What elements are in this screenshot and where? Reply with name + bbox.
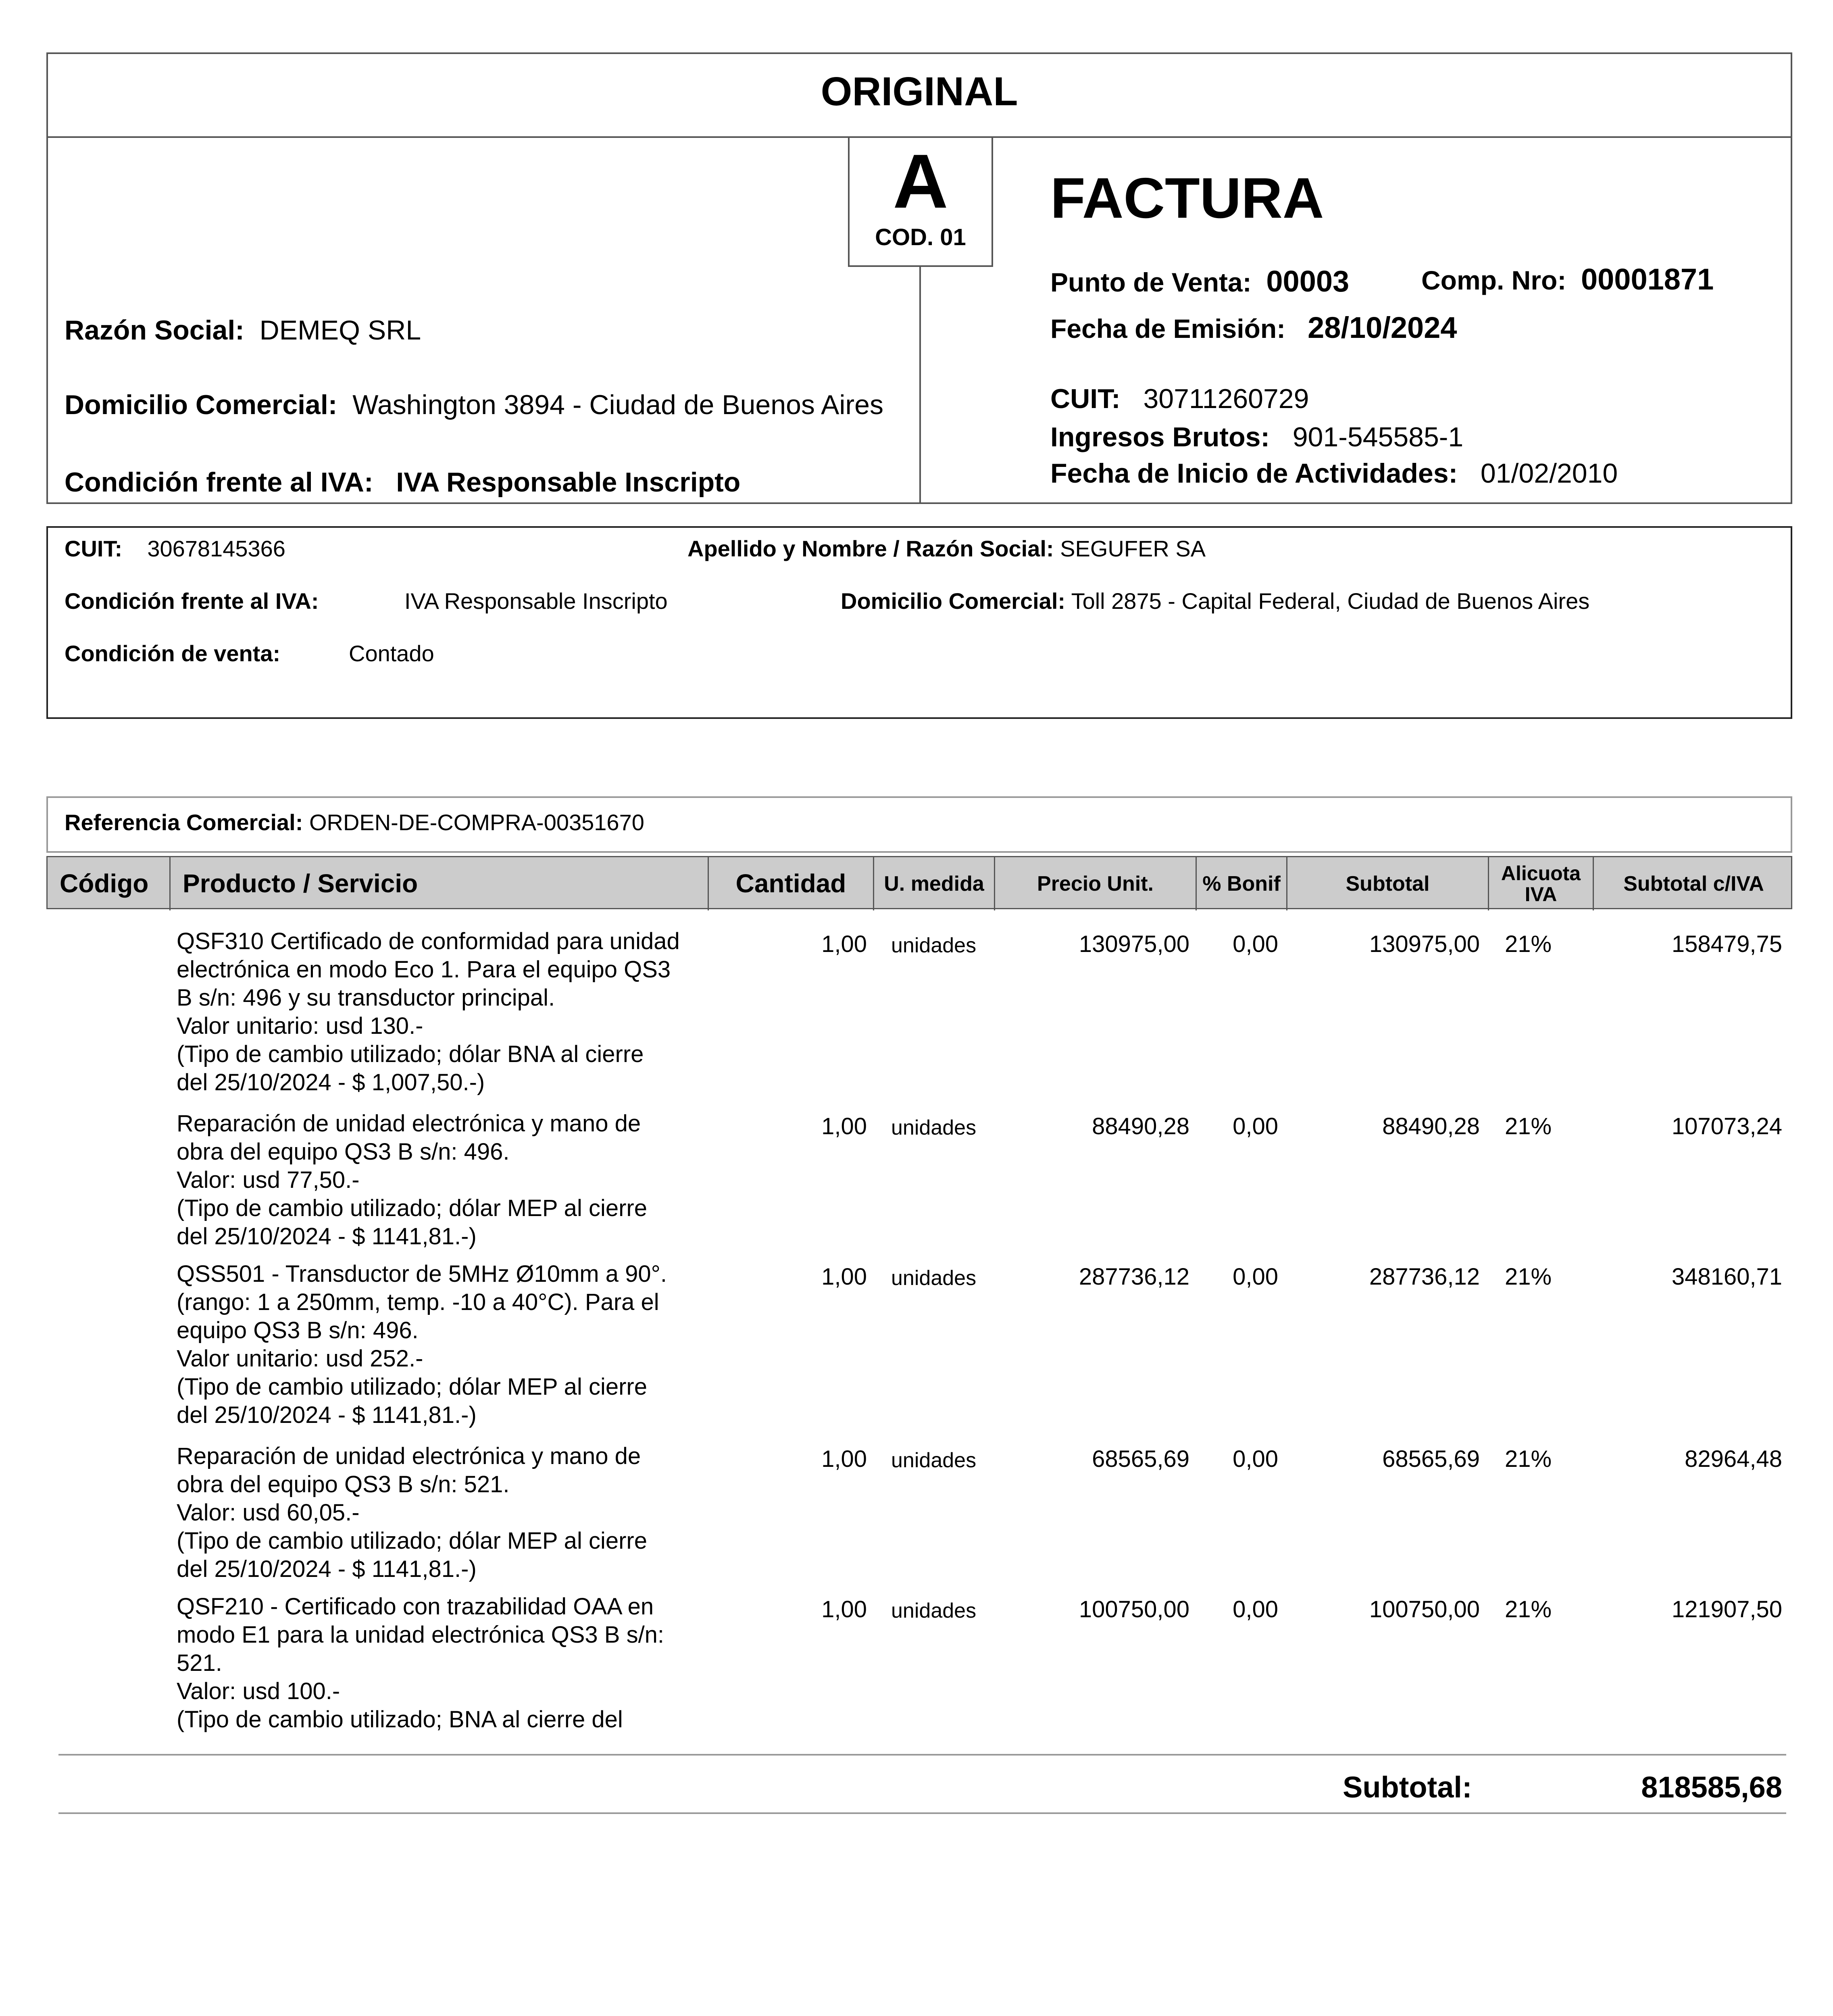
inicio-actividades: Fecha de Inicio de Actividades: 01/02/2010 — [1050, 458, 1618, 489]
row-description: Reparación de unidad electrónica y mano de obra del equipo QS3 B s/n: 496. Valor: usd 77,50.- (Tipo de cambio utilizado; dólar MEP al cierre del 25/10/2024 - $ 1141,81.-) — [177, 1110, 647, 1250]
header-umedida: U. medida — [874, 857, 995, 910]
header-producto: Producto / Servicio — [171, 857, 709, 910]
subtotal-value: 818585,68 — [1641, 1770, 1782, 1804]
punto-de-venta: Punto de Venta: 00003 — [1050, 264, 1350, 298]
row-subtotal: 287736,12 — [1369, 1264, 1480, 1290]
row-subtotal-iva: 348160,71 — [1671, 1264, 1782, 1290]
document-type: FACTURA — [1050, 166, 1324, 230]
row-precio: 287736,12 — [1079, 1264, 1189, 1290]
invoice-letter: A — [893, 139, 948, 224]
referencia-comercial: Referencia Comercial: ORDEN-DE-COMPRA-00351670 — [65, 810, 644, 835]
condicion-iva: Condición frente al IVA: IVA Responsable Inscripto — [65, 467, 741, 498]
row-subtotal: 88490,28 — [1382, 1113, 1480, 1139]
row-subtotal-iva: 107073,24 — [1671, 1113, 1782, 1139]
client-iva-label: Condición frente al IVA: — [65, 588, 319, 614]
row-subtotal-iva: 82964,48 — [1685, 1446, 1782, 1472]
ingresos-brutos: Ingresos Brutos: 901-545585-1 — [1050, 422, 1464, 452]
header-cantidad: Cantidad — [709, 857, 874, 910]
row-subtotal: 130975,00 — [1369, 931, 1480, 957]
row-precio: 100750,00 — [1079, 1596, 1189, 1622]
row-alicuota: 21% — [1504, 1446, 1552, 1472]
row-bonif: 0,00 — [1233, 1596, 1278, 1622]
row-precio: 68565,69 — [1092, 1446, 1189, 1472]
row-precio: 88490,28 — [1092, 1113, 1189, 1139]
row-bonif: 0,00 — [1233, 931, 1278, 957]
row-bonif: 0,00 — [1233, 1446, 1278, 1472]
row-subtotal-iva: 121907,50 — [1671, 1596, 1782, 1622]
invoice-code: COD. 01 — [875, 224, 966, 250]
header-codigo: Código — [48, 857, 171, 910]
domicilio-comercial: Domicilio Comercial: Washington 3894 - Ciudad de Buenos Aires — [65, 389, 883, 420]
row-description: QSF310 Certificado de conformidad para unidad electrónica en modo Eco 1. Para el equipo QS3 B s/n: 496 y su transductor principal. Valor unitario: usd 130.- (Tipo de cambio utilizado; dólar BNA al cierre del 25/10/2024 - $ 1,007,50.-) — [177, 928, 680, 1095]
row-cantidad: 1,00 — [821, 931, 867, 957]
subtotal-bottom-rule — [58, 1812, 1786, 1814]
header-precio: Precio Unit. — [995, 857, 1197, 910]
row-umedida: unidades — [891, 1266, 977, 1290]
header-subtotal-iva: Subtotal c/IVA — [1623, 872, 1764, 896]
subtotal-top-rule — [58, 1754, 1786, 1756]
row-cantidad: 1,00 — [821, 1446, 867, 1472]
table-header — [46, 856, 1792, 909]
fecha-emision: Fecha de Emisión: 28/10/2024 — [1050, 311, 1457, 344]
row-umedida: unidades — [891, 1116, 977, 1139]
client-nombre: Apellido y Nombre / Razón Social: SEGUFER SA — [687, 536, 1206, 561]
row-description: QSS501 - Transductor de 5MHz Ø10mm a 90°. (rango: 1 a 250mm, temp. -10 a 40°C). Para el equipo QS3 B s/n: 496. Valor unitario: usd 252.- (Tipo de cambio utilizado; dólar MEP al cierre del 25/10/2024 - $ 1141,81.-) — [177, 1261, 667, 1428]
condicion-venta-label: Condición de venta: — [65, 641, 281, 666]
row-cantidad: 1,00 — [821, 1596, 867, 1622]
row-cantidad: 1,00 — [821, 1113, 867, 1139]
row-description: QSF210 - Certificado con trazabilidad OAA en modo E1 para la unidad electrónica QS3 B s/n: 521. Valor: usd 100.- (Tipo de cambio utilizado; BNA al cierre del — [177, 1593, 664, 1733]
row-description: Reparación de unidad electrónica y mano de obra del equipo QS3 B s/n: 521. Valor: usd 60,05.- (Tipo de cambio utilizado; dólar MEP al cierre del 25/10/2024 - $ 1141,81.-) — [177, 1443, 647, 1582]
row-umedida: unidades — [891, 934, 977, 957]
header-alicuota: Alicuota IVA — [1489, 857, 1594, 910]
row-subtotal: 68565,69 — [1382, 1446, 1480, 1472]
client-cuit: CUIT: 30678145366 — [65, 536, 285, 561]
header-subtotal: Subtotal — [1287, 857, 1489, 910]
row-subtotal: 100750,00 — [1369, 1596, 1480, 1622]
row-subtotal-iva: 158479,75 — [1671, 931, 1782, 957]
row-bonif: 0,00 — [1233, 1113, 1278, 1139]
razon-social: Razón Social: DEMEQ SRL — [65, 315, 421, 346]
issuer-cuit: CUIT: 30711260729 — [1050, 383, 1309, 414]
client-domicilio: Domicilio Comercial: Toll 2875 - Capital Federal, Ciudad de Buenos Aires — [841, 588, 1590, 614]
row-bonif: 0,00 — [1233, 1264, 1278, 1290]
row-umedida: unidades — [891, 1599, 977, 1622]
client-iva: IVA Responsable Inscripto — [404, 588, 668, 614]
center-divider — [919, 266, 921, 504]
copy-label: ORIGINAL — [821, 69, 1018, 114]
header-bonif: % Bonif — [1197, 857, 1287, 910]
row-umedida: unidades — [891, 1449, 977, 1472]
row-alicuota: 21% — [1504, 1596, 1552, 1622]
row-alicuota: 21% — [1504, 931, 1552, 957]
subtotal-label: Subtotal: — [1343, 1770, 1472, 1804]
comp-nro: Comp. Nro: 00001871 — [1421, 262, 1714, 296]
row-precio: 130975,00 — [1079, 931, 1189, 957]
row-alicuota: 21% — [1504, 1264, 1552, 1290]
row-alicuota: 21% — [1504, 1113, 1552, 1139]
row-cantidad: 1,00 — [821, 1264, 867, 1290]
condicion-venta: Contado — [349, 641, 434, 666]
